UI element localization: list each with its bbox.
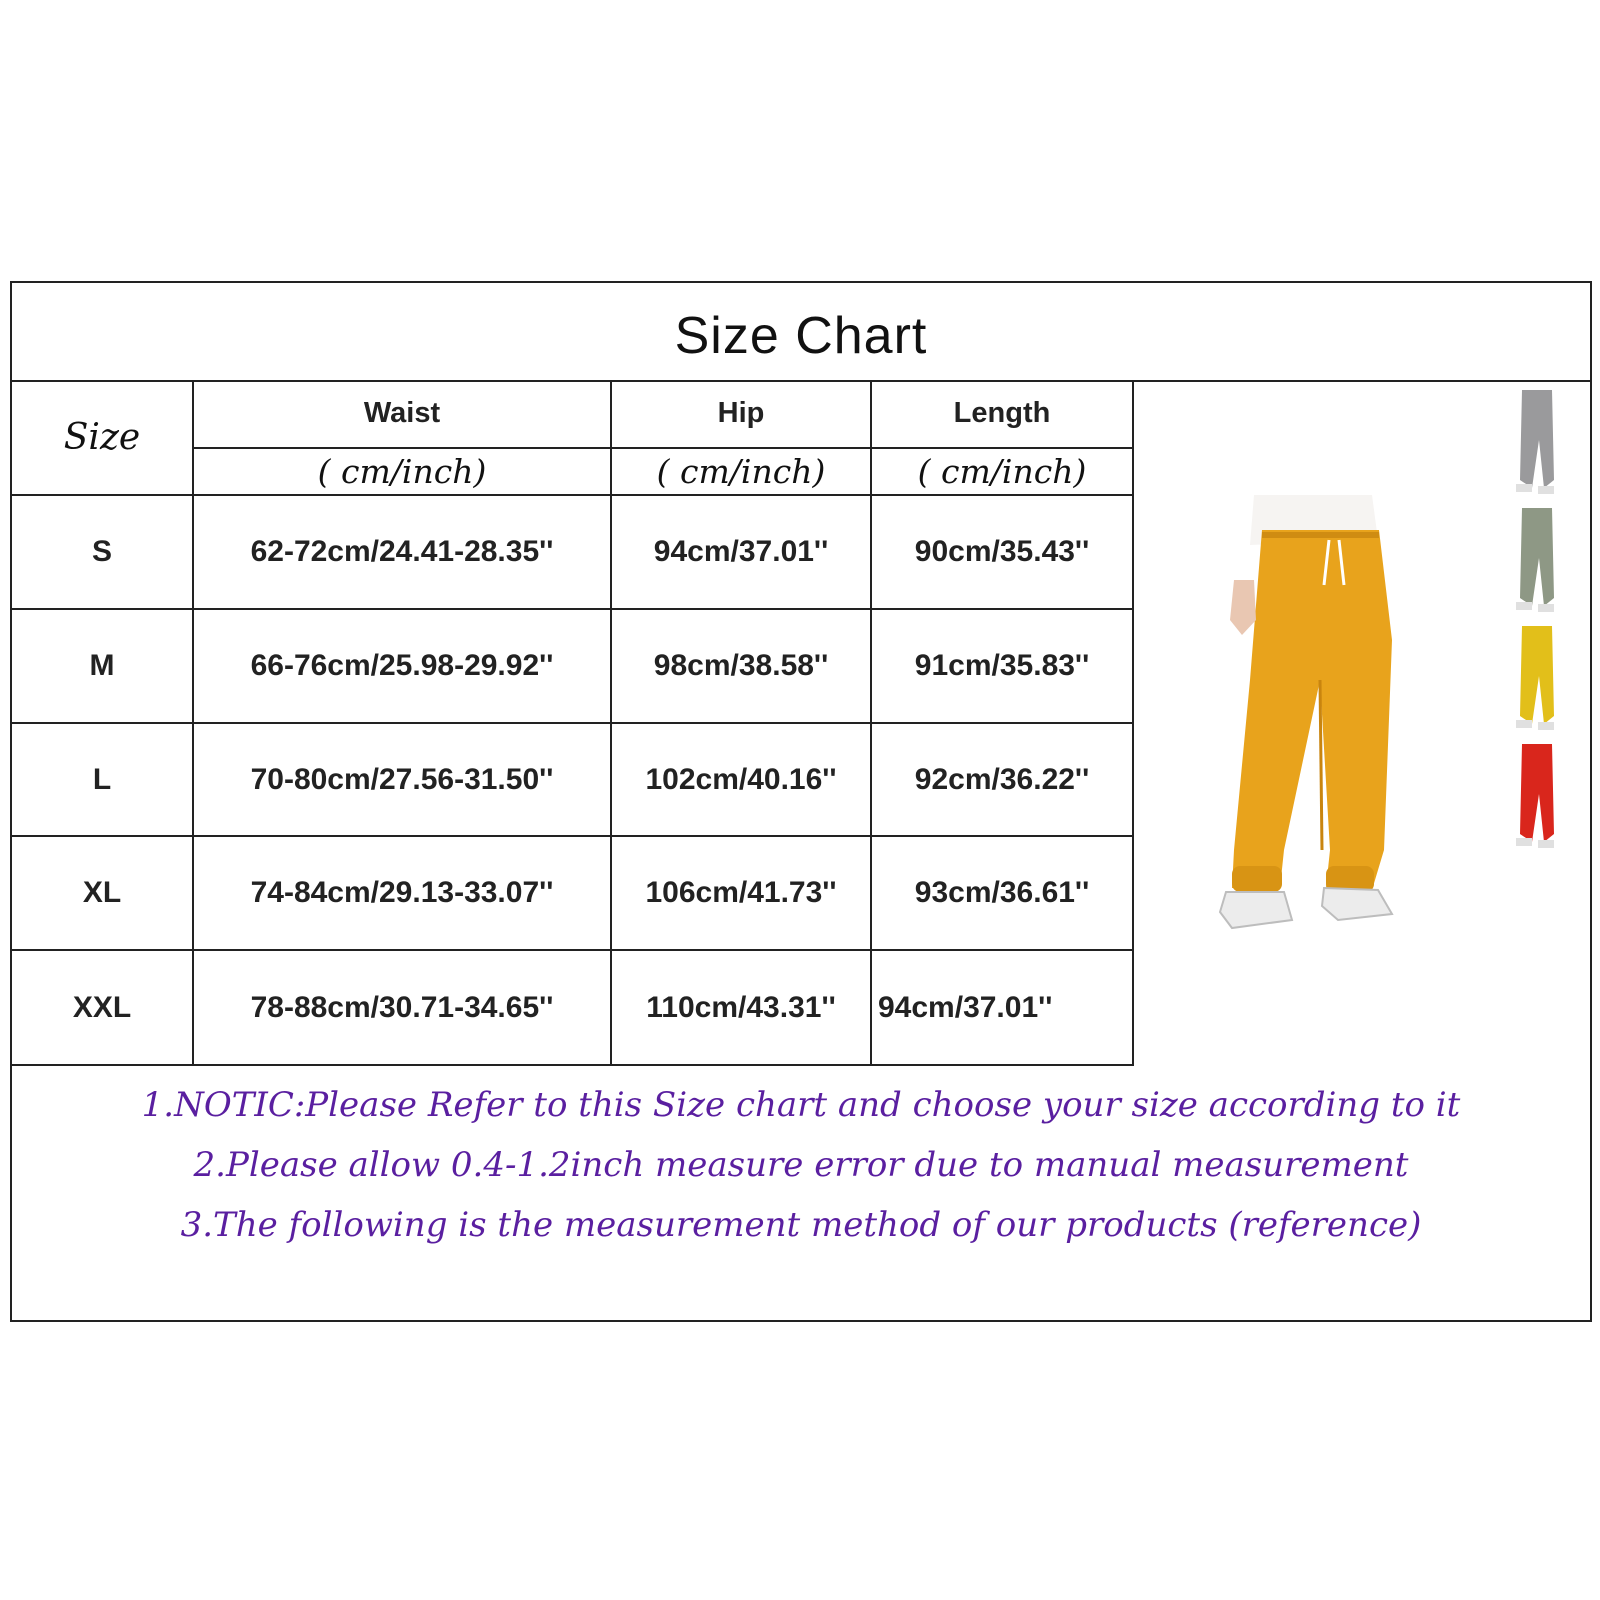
main-pants <box>1220 530 1392 928</box>
length-cell: 92cm/36.22'' <box>872 724 1134 837</box>
hip-cell: 94cm/37.01'' <box>612 496 872 610</box>
size-column-header: Size <box>12 380 194 496</box>
note-line: 2.Please allow 0.4-1.2inch measure error due to manual measurement <box>193 1145 1409 1185</box>
hip-cell: 110cm/43.31'' <box>612 951 872 1066</box>
waist-cell: 78-88cm/30.71-34.65'' <box>194 951 612 1066</box>
pants-illustration <box>1134 380 1592 1067</box>
size-cell: S <box>12 496 194 610</box>
size-chart-frame <box>10 281 1592 1322</box>
length-cell: 90cm/35.43'' <box>872 496 1134 610</box>
hip-cell: 102cm/40.16'' <box>612 724 872 837</box>
note-line: 1.NOTIC:Please Refer to this Size chart and choose your size according to it <box>141 1085 1461 1125</box>
waist-cell: 62-72cm/24.41-28.35'' <box>194 496 612 610</box>
color-swatch-sage <box>1516 508 1554 612</box>
waist-cell: 66-76cm/25.98-29.92'' <box>194 610 612 724</box>
hip-header: Hip <box>612 380 872 449</box>
length-unit: ( cm/inch) <box>872 449 1134 496</box>
waist-cell: 74-84cm/29.13-33.07'' <box>194 837 612 951</box>
length-cell: 94cm/37.01'' <box>872 951 1134 1066</box>
size-cell: XL <box>12 837 194 951</box>
length-header: Length <box>872 380 1134 449</box>
waist-unit: ( cm/inch) <box>194 449 612 496</box>
color-swatch-red <box>1516 744 1554 848</box>
hip-cell: 98cm/38.58'' <box>612 610 872 724</box>
color-swatch-yellow <box>1516 626 1554 730</box>
title-row <box>12 283 1590 382</box>
hip-cell: 106cm/41.73'' <box>612 837 872 951</box>
waist-header: Waist <box>194 380 612 449</box>
waist-cell: 70-80cm/27.56-31.50'' <box>194 724 612 837</box>
length-cell: 91cm/35.83'' <box>872 610 1134 724</box>
color-swatch-gray <box>1516 390 1554 494</box>
notes-section <box>12 1067 1590 1322</box>
hip-unit: ( cm/inch) <box>612 449 872 496</box>
size-cell: M <box>12 610 194 724</box>
length-cell: 93cm/36.61'' <box>872 837 1134 951</box>
chart-title: Size Chart <box>674 306 928 365</box>
size-cell: XXL <box>12 951 194 1066</box>
note-line: 3.The following is the measurement method of our products (reference) <box>180 1205 1422 1245</box>
size-cell: L <box>12 724 194 837</box>
product-photo-panel <box>1134 380 1592 1067</box>
